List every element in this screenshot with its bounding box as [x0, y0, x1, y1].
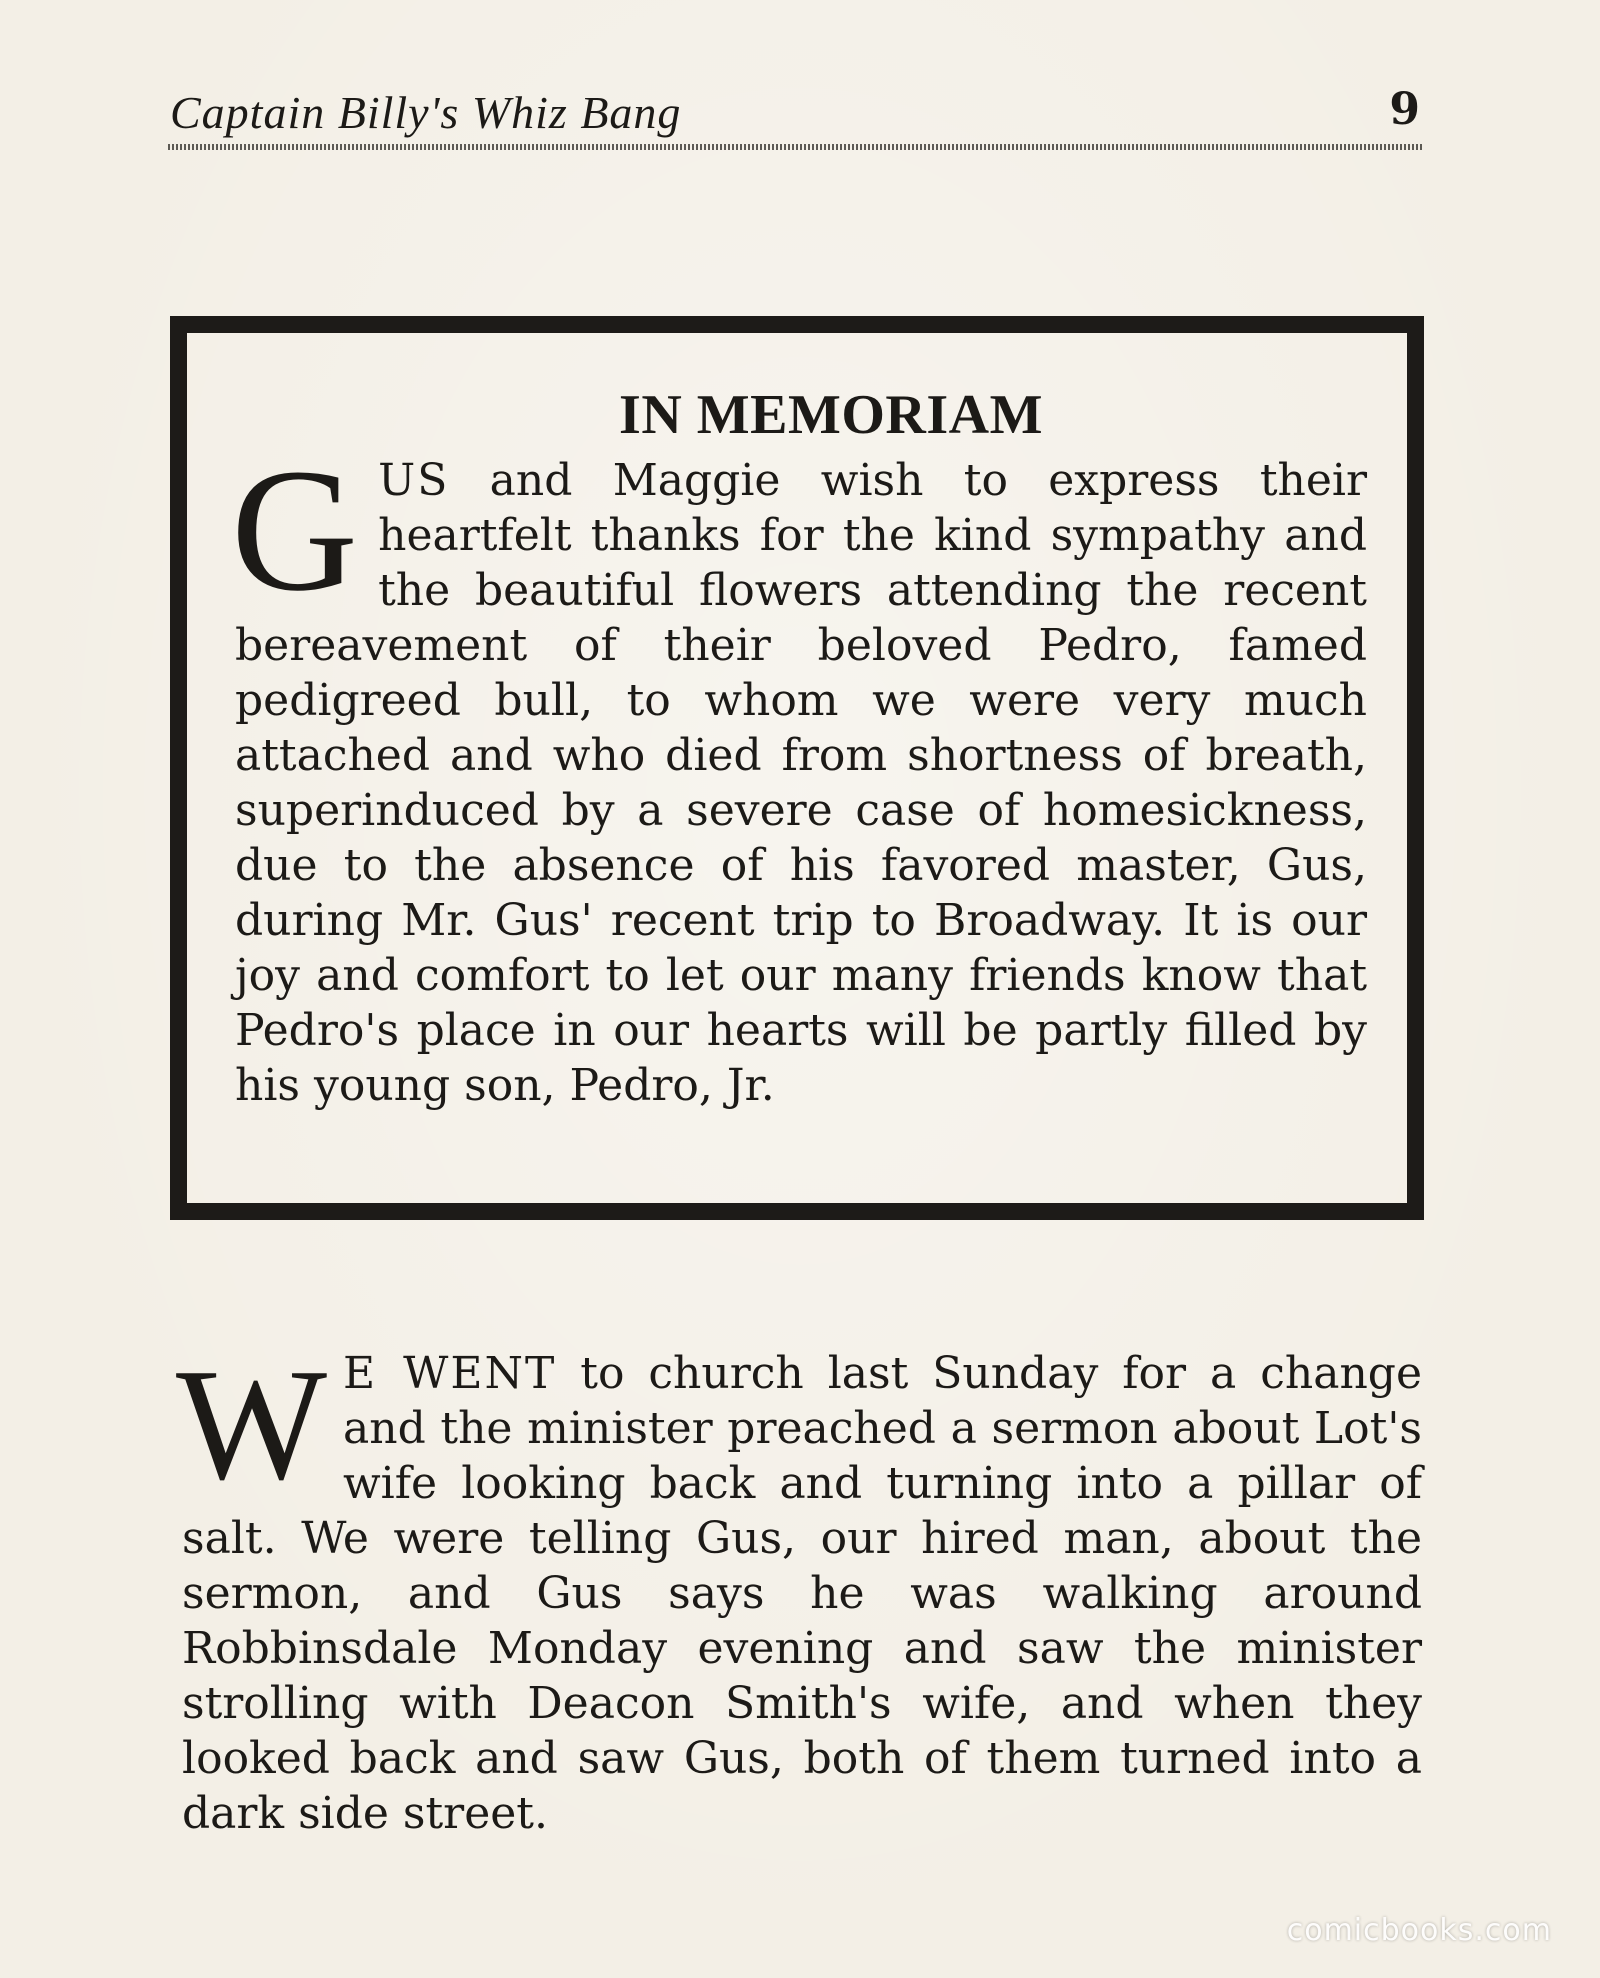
header-rule	[168, 144, 1422, 150]
page-number: 9	[1389, 84, 1420, 135]
running-head	[170, 86, 1420, 146]
article-body: to church last Sunday for a change and the minister preached a sermon about Lot's wife looking back and turning into a pillar of salt. We were telling Gus, our hired man, about the sermon, and Gus says he was walking around Robbinsdale Monday evening and saw the minister strolling with Deacon Smith's wife, and when they looked back and saw Gus, both of them turned into a dark side street.	[182, 1348, 1422, 1839]
memoriam-title: IN MEMORIAM	[619, 384, 1043, 446]
church-article	[176, 1335, 1422, 1841]
article-drop-cap: W	[176, 1335, 328, 1513]
watermark: comicbooks.com	[1286, 1913, 1552, 1948]
article-lead-caps: E WENT	[343, 1348, 557, 1399]
memoriam-drop-cap: G	[231, 433, 359, 628]
memoriam-box	[170, 316, 1424, 1220]
church-article-text	[176, 1335, 1422, 1841]
memoriam-content	[231, 384, 1367, 1113]
memoriam-body: and Maggie wish to express their heartfelt thanks for the kind sympathy and the beautiful flowers attending the recent bereavement of their beloved Pedro, famed pedigreed bull, to whom we were very much attached and who died from shortness of breath, superinduced by a severe case of homesickness, due to the absence of his favored master, Gus, during Mr. Gus' recent trip to Broadway. It is our joy and comfort to let our many friends know that Pedro's place in our hearts will be partly filled by his young son, Pedro, Jr.	[235, 455, 1367, 1111]
memoriam-text	[231, 433, 1367, 1113]
memoriam-lead-caps: US	[378, 455, 450, 506]
magazine-title: Captain Billy's Whiz Bang	[170, 87, 682, 138]
